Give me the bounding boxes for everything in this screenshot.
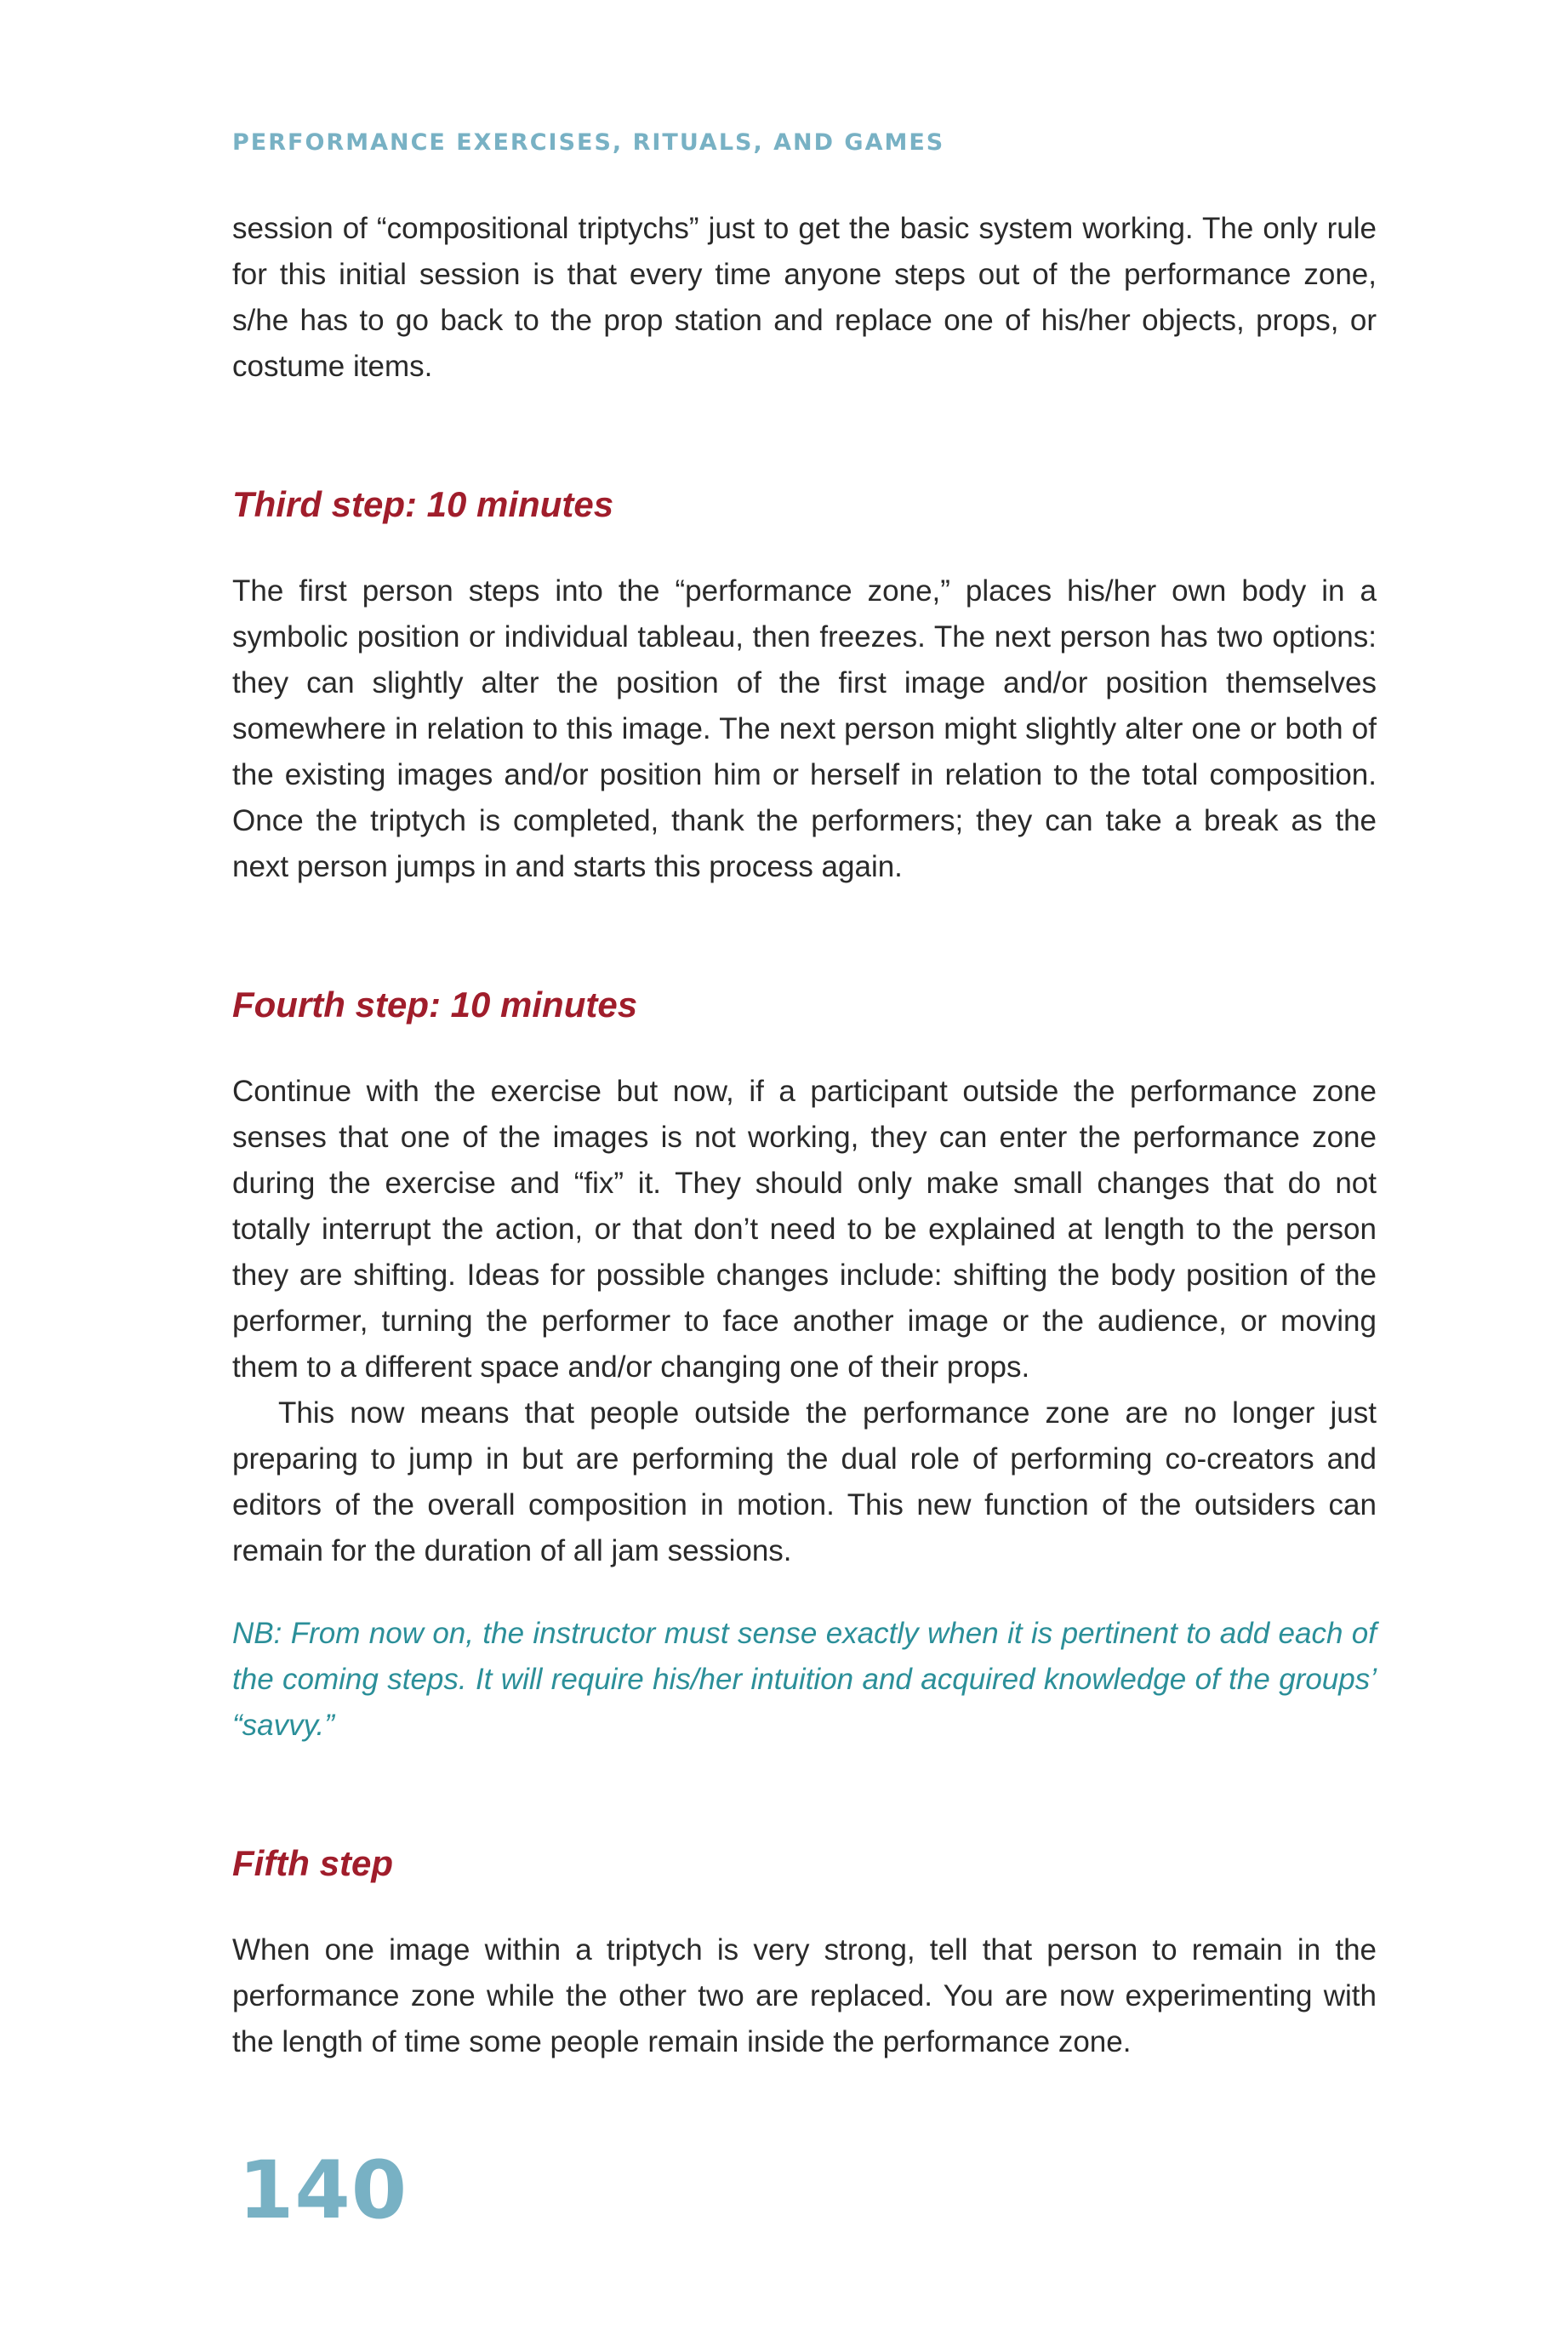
section-paragraph: When one image within a triptych is very strong, tell that person to remain in the performance zone while the other two are replaced. You are now experimenting with the length of time some people remain inside the performance zone. — [232, 1933, 1377, 2058]
section-paragraph: Continue with the exercise but now, if a participant outside the performance zone senses that one of the images is not working, they can enter the performance zone during the exercise and “fix” it. They should only make small changes that do not totally interrupt the action, or that don’t need to be explained at length to the person they are shifting. Ideas for possible changes include: shifting the body position of the performer, turning the performer to face another image or the audience, or moving them to a different space and/or changing one of their props. — [232, 1075, 1377, 1384]
intro-paragraph: session of “compositional triptychs” just to get the basic system working. The only rule for this initial session is that every time anyone steps out of the performance zone, s/he has to go back to the prop station and replace one of his/her objects, props, or costume items. — [232, 212, 1377, 383]
running-head: PERFORMANCE EXERCISES, RITUALS, AND GAMES — [232, 129, 945, 156]
section-paragraph: This now means that people outside the performance zone are no longer just preparing to jump in but are performing the dual role of performing co-creators and editors of the overall composition in motion. This new function of the outsiders can remain for the duration of all jam sessions. — [232, 1396, 1377, 1567]
page-number: 140 — [238, 2144, 408, 2237]
section-fifth-step — [232, 1841, 1377, 2065]
section-heading: Fourth step: 10 minutes — [232, 985, 638, 1025]
section-heading: Fifth step — [232, 1843, 393, 1883]
page-content — [232, 206, 1377, 2065]
section-third-step — [232, 482, 1377, 890]
instructor-note: NB: From now on, the instructor must sense exactly when it is pertinent to add each of the coming steps. It will require his/her intuition and acquired knowledge of the groups’ “savvy.” — [232, 1617, 1377, 1742]
section-heading: Third step: 10 minutes — [232, 484, 614, 524]
section-fourth-step — [232, 982, 1377, 1749]
section-paragraph: The first person steps into the “performance zone,” places his/her own body in a symbolic position or individual tableau, then freezes. The next person has two options: they can slightly alter the position of the first image and/or position themselves somewhere in relation to this image. The next person might slightly alter one or both of the existing images and/or position him or herself in relation to the total composition. Once the triptych is completed, thank the performers; they can take a break as the next person jumps in and starts this process again. — [232, 574, 1377, 883]
